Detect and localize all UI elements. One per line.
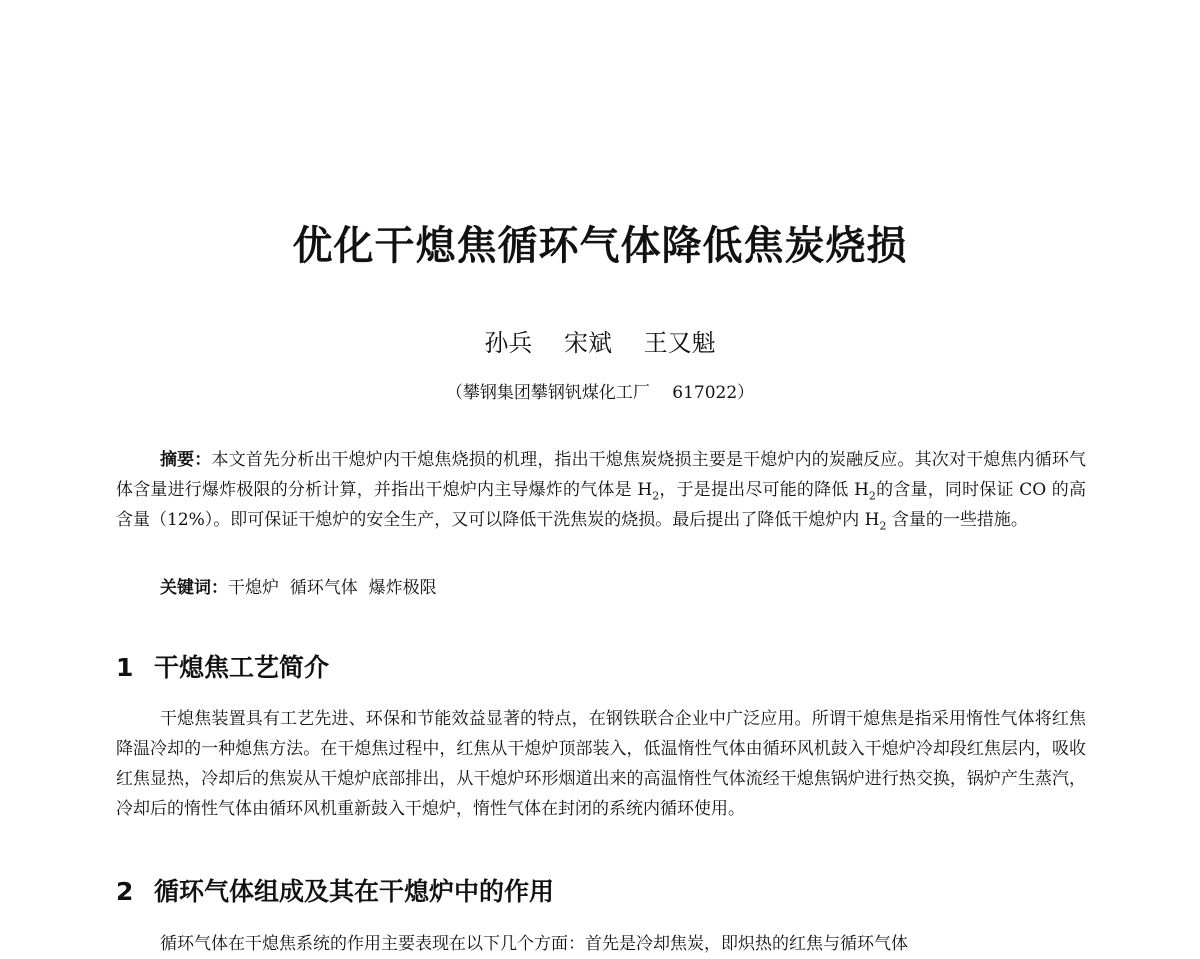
abstract-text: ，于是提出尽可能的降低 H (659, 480, 869, 500)
author-affiliation: （攀钢集团攀钢钒煤化工厂 617022） (445, 383, 755, 403)
abstract (116, 445, 1086, 535)
abstract-text: 本文首先分析出干熄炉内干熄焦烧损的机理，指出干熄焦炭烧损主要是干熄炉内的炭融反应。其次对干熄焦内循环气体含量进行爆炸极限的分析计算，并指出干熄炉内主导爆炸的气体是 H (116, 450, 1086, 500)
author-name: 孙兵 (484, 329, 533, 357)
author-name: 王又魁 (643, 329, 716, 357)
subscript: 2 (879, 519, 887, 533)
section-number: 2 (116, 877, 134, 906)
abstract-text: 的含量，同时保证 CO 的高含量（12%）。即可保证干熄炉的安全生产，又可以降低干洗焦炭的烧损。最后提出了降低干熄炉内 H (116, 480, 1086, 530)
abstract-label: 摘要： (160, 450, 212, 470)
section-title: 循环气体组成及其在干熄炉中的作用 (154, 877, 555, 906)
section-2-body: 循环气体在干熄焦系统的作用主要表现在以下几个方面：首先是冷却焦炭，即炽热的红焦与循环气体 (160, 934, 908, 954)
keywords-label: 关键词： (160, 578, 228, 598)
author-name: 宋斌 (564, 329, 612, 357)
section-heading-2 (116, 874, 554, 910)
section-title: 干熄焦工艺简介 (154, 653, 330, 682)
subscript: 2 (652, 489, 660, 503)
paper-title: 优化干熄焦循环气体降低焦炭烧损 (292, 223, 908, 269)
section-1-body: 干熄焦装置具有工艺先进、环保和节能效益显著的特点，在钢铁联合企业中广泛应用。所谓干熄焦是指采用惰性气体将红焦降温冷却的一种熄焦方法。在干熄焦过程中，红焦从干熄炉顶部装入，低温惰性气体由循环风机鼓入干熄炉冷却段红焦层内，吸收红焦显热，冷却后的焦炭从干熄炉底部排出，从干熄炉环形烟道出来的高温惰性气体流经干熄焦锅炉进行热交换，锅炉产生蒸汽，冷却后的惰性气体由循环风机重新鼓入干熄炉，惰性气体在封闭的系统内循环使用。 (116, 709, 1086, 819)
keywords (116, 573, 1086, 603)
abstract-text: 含量的一些措施。 (886, 510, 1028, 530)
section-number: 1 (116, 653, 134, 682)
keywords-text: 干熄炉 循环气体 爆炸极限 (228, 578, 437, 598)
section-heading-1 (116, 650, 329, 686)
subscript: 2 (868, 489, 876, 503)
author-list (0, 326, 1200, 360)
